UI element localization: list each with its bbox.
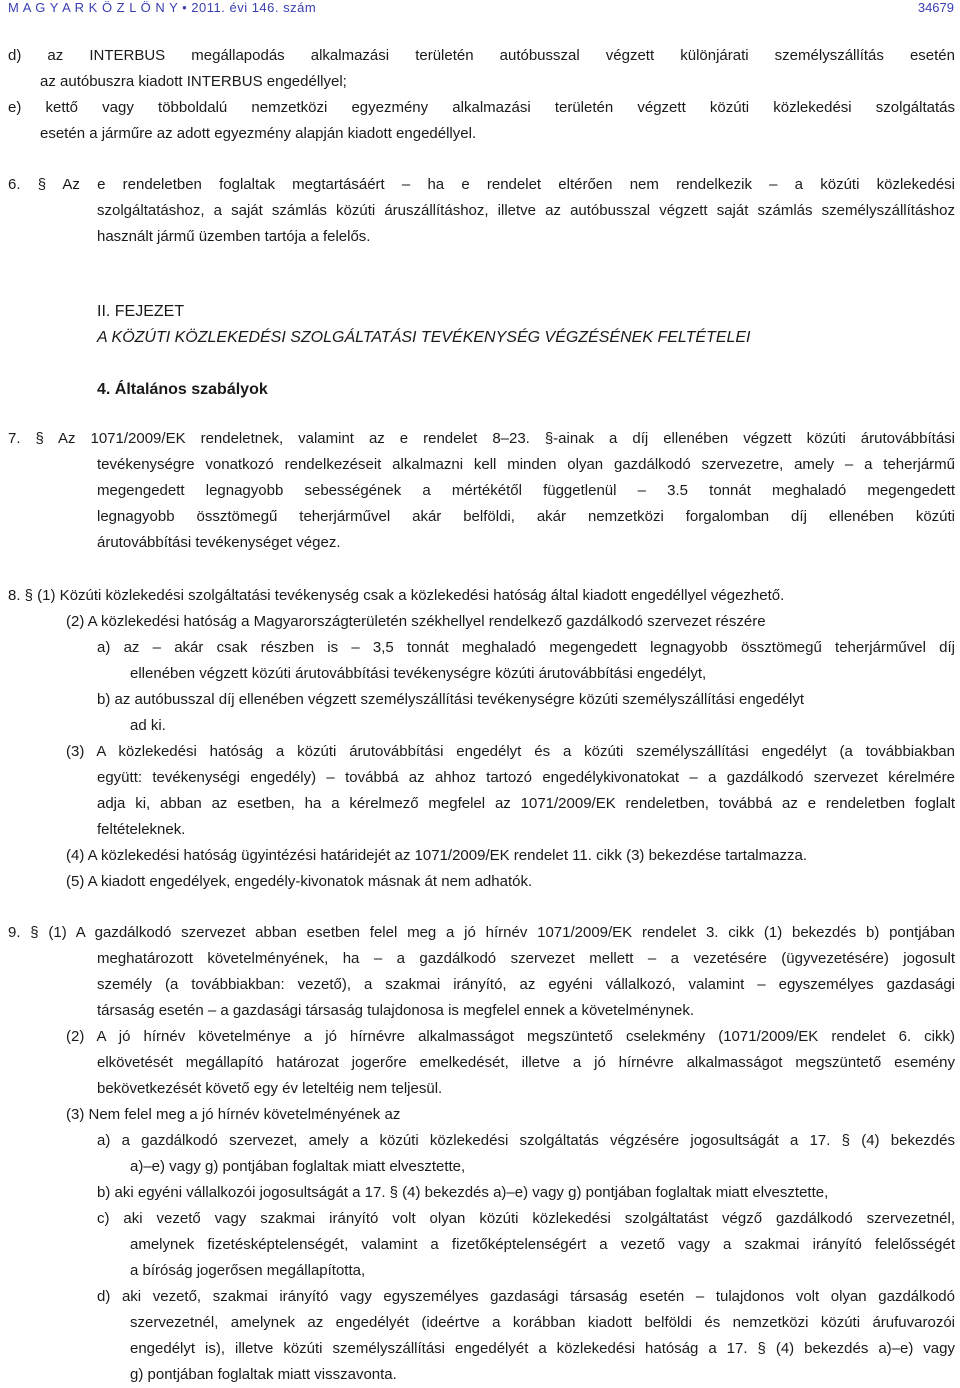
text-line: használt jármű üzemben tartója a felelős. xyxy=(97,228,371,245)
text-line: esetén a járműre az adott egyezmény alapján kiadott engedéllyel. xyxy=(40,125,477,142)
text-line: együtt: tevékenységi engedély) – továbbá az ahhoz tartozó engedélykivonatokat – a gazdálkodó szervezet kérelmére xyxy=(97,769,955,786)
text-line: (2) A jó hírnév követelménye a jó hírnévre alkalmasságot megszüntető cselekmény (1071/2009/EK rendelet 6. cikk) xyxy=(66,1028,955,1045)
text-line: (2) A közlekedési hatóság a Magyarországterületén székhellyel rendelkező gazdálkodó szervezet részére xyxy=(66,613,766,630)
text-line: g) pontjában foglaltak miatt visszavonta. xyxy=(130,1366,397,1383)
text-line: feltételeknek. xyxy=(97,821,186,838)
text-line: b) az autóbusszal díj ellenében végzett személyszállítási tevékenységre közúti személyszállítási engedélyt xyxy=(97,691,805,708)
text-line: 7. § Az 1071/2009/EK rendeletnek, valamint az e rendelet 8–23. §-ainak a díj ellenében végzett közúti árutovábbítási xyxy=(8,430,955,447)
text-line: meghatározott követelményének, ha – a gazdálkodó szervezet mellett – a vezetésére (ügyvezetésére) jogosult xyxy=(97,950,955,967)
running-header: M A G Y A R K Ö Z L Ö N Y • 2011. évi 146. szám xyxy=(8,0,317,15)
text-line: személy (a továbbiakban: vezető), a szakmai irányító, az egyéni vállalkozó, valamint – egyszemélyes gazdasági xyxy=(97,976,955,993)
text-line: (5) A kiadott engedélyek, engedély-kivonatok másnak át nem adhatók. xyxy=(66,873,533,890)
text-line: 6. § Az e rendeletben foglaltak megtartásáért – ha e rendelet eltérően nem rendelkezik – a közúti közlekedési xyxy=(8,176,955,193)
text-line: engedélyt is), illetve közúti személyszállítási engedélyét a közlekedési hatóság a 17. § (4) bekezdés a)–e) vagy xyxy=(130,1340,955,1357)
text-line: (3) A közlekedési hatóság a közúti árutovábbítási engedélyt és a közúti személyszállítási engedélyt (a továbbiakban xyxy=(66,743,955,760)
text-line: amelynek fizetésképtelenségét, valamint a fizetőképtelenségért a vezető vagy a szakmai irányító felelősségét xyxy=(130,1236,955,1253)
text-line: bekövetkezését követő egy év leteltéig nem teljesül. xyxy=(97,1080,443,1097)
text-line: szolgáltatáshoz, a saját számlás közúti áruszállításhoz, illetve az autóbusszal végzett saját számlás személyszállításhoz xyxy=(97,202,955,219)
text-line: a)–e) vagy g) pontjában foglaltak miatt elvesztette, xyxy=(130,1158,466,1175)
text-line: legnagyobb össztömegű teherjárművel akár belföldi, akár nemzetközi forgalomban díj ellenében közúti xyxy=(97,508,955,525)
text-line: (4) A közlekedési hatóság ügyintézési határidejét az 1071/2009/EK rendelet 11. cikk (3) bekezdése tartalmazza. xyxy=(66,847,807,864)
text-line: b) aki egyéni vállalkozói jogosultságát a 17. § (4) bekezdés a)–e) vagy g) pontjában foglaltak miatt elvesztette, xyxy=(97,1184,829,1201)
text-line: a bíróság jogerősen megállapította, xyxy=(130,1262,366,1279)
section-heading: II. FEJEZET xyxy=(97,303,185,320)
text-line: az autóbuszra kiadott INTERBUS engedéllyel; xyxy=(40,73,347,90)
page-number: 34679 xyxy=(917,0,954,15)
text-line: tevékenységre vonatkozó rendelkezéseit alkalmazni kell minden olyan gazdálkodó szervezetre, amely – a teherjármű xyxy=(97,456,955,473)
text-line: e) kettő vagy többoldalú nemzetközi egyezmény alkalmazási területén végzett közúti közlekedési szolgáltatás xyxy=(8,99,955,116)
section-heading: 4. Általános szabályok xyxy=(97,381,268,398)
text-line: megengedett legnagyobb sebességének a mértékétől függetlenül – 3.5 tonnát meghaladó megengedett xyxy=(97,482,955,499)
text-line: 9. § (1) A gazdálkodó szervezet abban esetben felel meg a jó hírnév 1071/2009/EK rendelet 3. cikk (1) bekezdés b) pontjában xyxy=(8,924,955,941)
text-line: a) a gazdálkodó szervezet, amely a közúti közlekedési szolgáltatás végzésére jogosultságát a 17. § (4) bekezdés xyxy=(97,1132,955,1149)
text-line: társaság esetén – a gazdasági társaság tulajdonosa is megfelel ennek a követelménynek. xyxy=(97,1002,695,1019)
section-heading: A KÖZÚTI KÖZLEKEDÉSI SZOLGÁLTATÁSI TEVÉKENYSÉG VÉGZÉSÉNEK FELTÉTELEI xyxy=(97,329,751,346)
text-line: adja ki, abban az esetben, ha a kérelmező megfelel az 1071/2009/EK rendeletben, továbbá az e rendeletben foglalt xyxy=(97,795,955,812)
text-line: 8. § (1) Közúti közlekedési szolgáltatási tevékenység csak a közlekedési hatóság által kiadott engedéllyel végezhető. xyxy=(8,587,785,604)
text-line: d) az INTERBUS megállapodás alkalmazási területén autóbusszal végzett különjárati személyszállítás esetén xyxy=(8,47,955,64)
text-line: elkövetését megállapító határozat jogerőre emelkedését, illetve a jó hírnévre alkalmasságot megszüntető esemény xyxy=(97,1054,955,1071)
text-line: d) aki vezető, szakmai irányító vagy egyszemélyes gazdasági társaság esetén – tulajdonos volt olyan gazdálkodó xyxy=(97,1288,955,1305)
text-line: szervezetnél, amelynek az engedélyét (ideértve a korábban kiadott belföldi és nemzetközi közúti árufuvarozói xyxy=(130,1314,955,1331)
text-line: árutovábbítási tevékenységet végez. xyxy=(97,534,341,551)
text-line: a) az – akár csak részben is – 3,5 tonnát meghaladó megengedett legnagyobb össztömegű teherjárművel díj xyxy=(97,639,955,656)
text-line: ellenében végzett közúti árutovábbítási tevékenységre közúti árutovábbítási engedélyt, xyxy=(130,665,707,682)
text-line: (3) Nem felel meg a jó hírnév követelményének az xyxy=(66,1106,401,1123)
text-line: ad ki. xyxy=(130,717,166,734)
text-line: c) aki vezető vagy szakmai irányító volt olyan közúti közlekedési szolgáltatást végző gazdálkodó szervezetnél, xyxy=(97,1210,955,1227)
